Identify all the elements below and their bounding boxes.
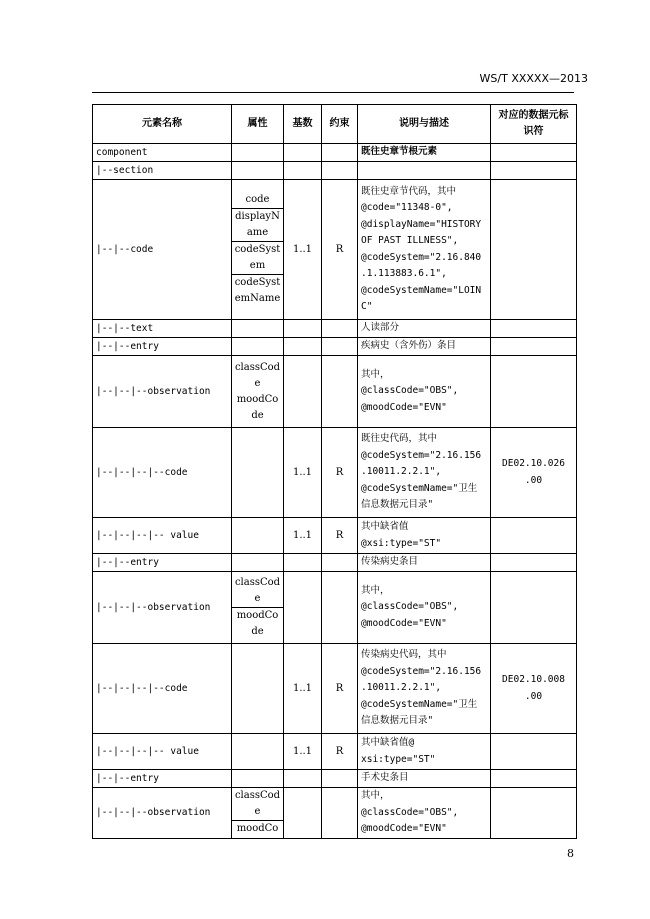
table-row [93, 356, 577, 428]
constraint-cell [322, 338, 358, 356]
attribute-cell [232, 788, 284, 839]
attribute-item: classCod e moodCo de [234, 361, 281, 421]
header-attribute: 属性 [232, 105, 284, 144]
element-name-cell: |--|--|--observation [93, 788, 232, 839]
document-header-id: WS/T XXXXX—2013 [479, 72, 588, 85]
cardinality-cell: 1..1 [284, 644, 322, 734]
data-element-id-cell [491, 144, 577, 162]
description-cell: 其中， @classCode="OBS", @moodCode="EVN" [358, 572, 491, 644]
cardinality-cell [284, 356, 322, 428]
constraint-cell: R [322, 734, 358, 770]
attribute-cell [232, 428, 284, 518]
attribute-cell [232, 320, 284, 338]
description-cell: 手术史条目 [358, 770, 491, 788]
element-name-cell: |--|--|--observation [93, 356, 232, 428]
data-element-id-cell [491, 572, 577, 644]
attribute-item: displayN ame [232, 209, 283, 242]
data-element-id-cell [491, 788, 577, 839]
table-row [93, 770, 577, 788]
table-row [93, 428, 577, 518]
data-element-id-cell [491, 554, 577, 572]
constraint-cell: R [322, 644, 358, 734]
element-name-cell: |--section [93, 162, 232, 180]
cardinality-cell [284, 338, 322, 356]
table-row [93, 788, 577, 839]
cardinality-cell: 1..1 [284, 518, 322, 554]
description-cell: 其中缺省值 @xsi:type="ST" [358, 518, 491, 554]
table-row [93, 644, 577, 734]
cardinality-cell: 1..1 [284, 428, 322, 518]
attribute-item: classCod e [232, 788, 283, 821]
element-name-cell: |--|--|--|--code [93, 644, 232, 734]
attribute-cell [232, 734, 284, 770]
header-constraint: 约束 [322, 105, 358, 144]
description-cell: 其中缺省值@ xsi:type="ST" [358, 734, 491, 770]
table-row [93, 572, 577, 644]
description-cell: 传染病史代码，其中 @codeSystem="2.16.156 .10011.2.2.1", @codeSystemName="卫生 信息数据元目录" [358, 644, 491, 734]
element-name-cell: |--|--|--|--code [93, 428, 232, 518]
table-row [93, 518, 577, 554]
cardinality-cell [284, 572, 322, 644]
header-cardinality: 基数 [284, 105, 322, 144]
cardinality-cell [284, 320, 322, 338]
attribute-cell [232, 180, 284, 320]
data-element-id-cell: DE02.10.008 .00 [491, 644, 577, 734]
description-cell: 既往史章节根元素 [358, 144, 491, 162]
description-cell: 其中， @classCode="OBS", @moodCode="EVN" [358, 356, 491, 428]
element-name-cell: |--|--entry [93, 338, 232, 356]
table-row [93, 320, 577, 338]
constraint-cell: R [322, 180, 358, 320]
element-name-cell: |--|--entry [93, 554, 232, 572]
header-data-element-id: 对应的数据元标识符 [491, 105, 577, 144]
header-element-name: 元素名称 [93, 105, 232, 144]
attribute-cell [232, 770, 284, 788]
data-element-id-cell [491, 320, 577, 338]
description-cell: 疾病史（含外伤）条目 [358, 338, 491, 356]
constraint-cell: R [322, 428, 358, 518]
constraint-cell [322, 770, 358, 788]
attribute-item: classCod e [232, 575, 283, 608]
description-cell: 人读部分 [358, 320, 491, 338]
attribute-cell [232, 144, 284, 162]
element-spec-table [92, 104, 577, 839]
description-cell: 既往史章节代码，其中 @code="11348-0", @displayName="HISTORY OF PAST ILLNESS", @codeSystem="2.16.840 .1.113883.6.1", @codeSystemName="LOIN C" [358, 180, 491, 320]
element-name-cell: |--|--entry [93, 770, 232, 788]
table-row [93, 144, 577, 162]
cardinality-cell [284, 162, 322, 180]
element-name-cell: |--|--code [93, 180, 232, 320]
cardinality-cell [284, 144, 322, 162]
table-row [93, 180, 577, 320]
attribute-cell [232, 572, 284, 644]
constraint-cell [322, 554, 358, 572]
constraint-cell [322, 572, 358, 644]
data-element-id-cell [491, 356, 577, 428]
constraint-cell [322, 788, 358, 839]
element-name-cell: |--|--|--observation [93, 572, 232, 644]
data-element-id-cell [491, 770, 577, 788]
table-row [93, 338, 577, 356]
page-number: 8 [567, 847, 574, 860]
element-name-cell: |--|--|--|-- value [93, 518, 232, 554]
attribute-item: moodCo [236, 823, 279, 835]
data-element-id-cell [491, 518, 577, 554]
attribute-item: code [232, 192, 283, 209]
description-cell: 既往史代码，其中 @codeSystem="2.16.156 .10011.2.2.1", @codeSystemName="卫生 信息数据元目录" [358, 428, 491, 518]
table-row [93, 162, 577, 180]
cardinality-cell [284, 788, 322, 839]
attribute-item: codeSyst emName [234, 277, 281, 304]
constraint-cell [322, 356, 358, 428]
table-row [93, 554, 577, 572]
cardinality-cell: 1..1 [284, 734, 322, 770]
data-element-id-cell [491, 338, 577, 356]
attribute-cell [232, 644, 284, 734]
header-description: 说明与描述 [358, 105, 491, 144]
attribute-cell [232, 518, 284, 554]
cardinality-cell [284, 554, 322, 572]
description-cell [358, 162, 491, 180]
constraint-cell [322, 162, 358, 180]
attribute-cell [232, 356, 284, 428]
attribute-cell [232, 338, 284, 356]
element-name-cell: component [93, 144, 232, 162]
table-header-row [93, 105, 577, 144]
cardinality-cell [284, 770, 322, 788]
cardinality-cell: 1..1 [284, 180, 322, 320]
data-element-id-cell [491, 734, 577, 770]
attribute-item: codeSyst em [232, 242, 283, 275]
header-rule [92, 92, 574, 93]
attribute-item: moodCo de [236, 610, 279, 637]
description-cell: 传染病史条目 [358, 554, 491, 572]
constraint-cell: R [322, 518, 358, 554]
data-element-id-cell: DE02.10.026 .00 [491, 428, 577, 518]
element-name-cell: |--|--|--|-- value [93, 734, 232, 770]
description-cell: 其中， @classCode="OBS", @moodCode="EVN" [358, 788, 491, 839]
element-name-cell: |--|--text [93, 320, 232, 338]
data-element-id-cell [491, 162, 577, 180]
table-body [93, 144, 577, 839]
constraint-cell [322, 144, 358, 162]
constraint-cell [322, 320, 358, 338]
table-row [93, 734, 577, 770]
attribute-cell [232, 554, 284, 572]
attribute-cell [232, 162, 284, 180]
data-element-id-cell [491, 180, 577, 320]
